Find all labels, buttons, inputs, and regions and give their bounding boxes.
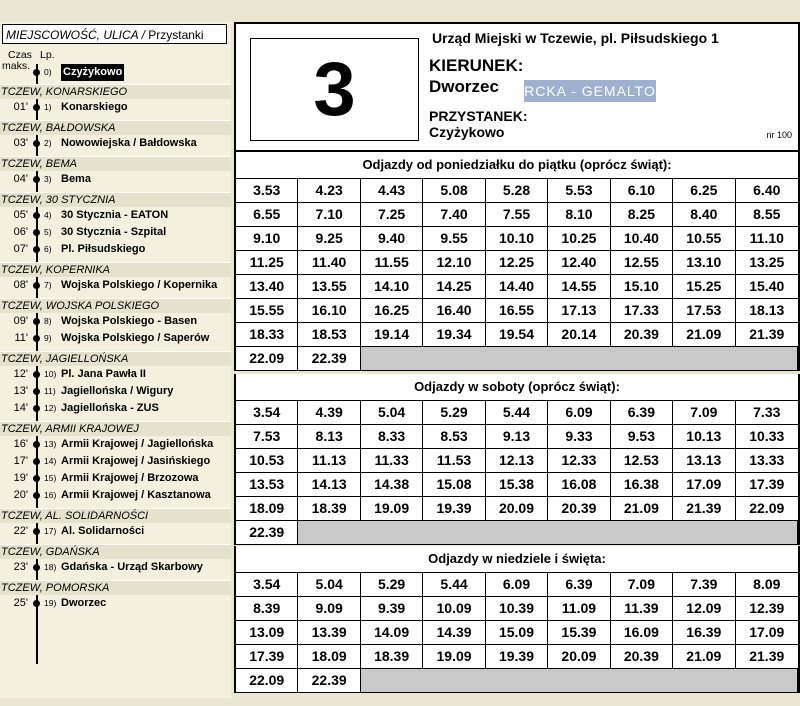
departure-time: 16.25 (361, 299, 423, 323)
stop-name: Bema (61, 173, 91, 185)
stop-number: 15) (44, 473, 57, 483)
street-label: TCZEW, WOJSKA POLSKIEGO (0, 298, 231, 313)
departure-time: 15.08 (423, 473, 485, 497)
departure-time: 19.39 (486, 645, 548, 669)
route-panel-title (2, 24, 227, 44)
stop-name: 30 Stycznia - Szpital (61, 226, 167, 238)
timetable-header (234, 22, 800, 152)
departure-time: 10.33 (736, 425, 798, 449)
stop-number: 0) (44, 67, 52, 77)
departure-time: 5.29 (423, 401, 485, 425)
departure-time: 9.39 (361, 597, 423, 621)
stop-name: Armii Krajowej / Jagiellońska (61, 438, 214, 450)
stop-name: Armii Krajowej / Brzozowa (61, 472, 199, 484)
departure-time: 13.40 (236, 275, 298, 299)
stop-dot (33, 371, 40, 378)
departure-time: 16.39 (673, 621, 735, 645)
departure-time: 15.38 (486, 473, 548, 497)
departure-time: 12.40 (548, 251, 610, 275)
departure-time: 18.09 (298, 645, 360, 669)
departure-time: 9.53 (611, 425, 673, 449)
departure-time: 13.10 (673, 251, 735, 275)
departure-time: 5.08 (423, 179, 485, 203)
stop-name: 30 Stycznia - EATON (61, 209, 169, 221)
departure-time: 6.09 (548, 401, 610, 425)
departure-time: 6.10 (611, 179, 673, 203)
street-label: TCZEW, BEMA (0, 156, 231, 171)
sunday-title: Odjazdy w niedziele i święta: (236, 546, 798, 573)
stop-dot (33, 475, 40, 482)
stop-time: 03' (13, 137, 28, 149)
departure-time: 11.33 (361, 449, 423, 473)
line-number: 3 (250, 38, 419, 141)
departure-time: 8.55 (736, 203, 798, 227)
departure-time: 7.09 (611, 573, 673, 597)
departure-time: 13.33 (736, 449, 798, 473)
departure-time: 16.40 (423, 299, 485, 323)
stop-dot (33, 104, 40, 111)
stop-dot (33, 458, 40, 465)
stop-dot (33, 69, 40, 76)
departure-time: 13.13 (673, 449, 735, 473)
stop-number: 17) (44, 526, 57, 536)
departure-time: 13.53 (236, 473, 298, 497)
departure-time: 19.34 (423, 323, 485, 347)
departure-time: 19.39 (423, 497, 485, 521)
departure-time: 18.39 (361, 645, 423, 669)
title-stops: Przystanki (148, 28, 204, 42)
departure-time: 15.39 (548, 621, 610, 645)
departure-time: 15.55 (236, 299, 298, 323)
stop-dot (33, 176, 40, 183)
departure-time: 14.10 (361, 275, 423, 299)
departure-time: 21.39 (736, 323, 798, 347)
departure-time: 14.39 (423, 621, 485, 645)
empty-filler (298, 521, 798, 545)
stop-dot (33, 212, 40, 219)
departure-time: 17.09 (736, 621, 798, 645)
stop-name: Wojska Polskiego / Kopernika (61, 279, 218, 291)
stop-name: Konarskiego (61, 101, 128, 113)
departure-time: 13.09 (236, 621, 298, 645)
departure-time: 10.40 (611, 227, 673, 251)
departure-time: 13.55 (298, 275, 360, 299)
sunday-section (234, 546, 800, 693)
departure-time: 20.39 (548, 497, 610, 521)
departure-time: 10.09 (423, 597, 485, 621)
departure-time: 7.39 (673, 573, 735, 597)
departure-time: 7.33 (736, 401, 798, 425)
departure-time: 13.25 (736, 251, 798, 275)
stop-number: 16) (44, 490, 57, 500)
stop-name: Jagiellońska - ZUS (61, 402, 159, 414)
departure-time: 11.53 (423, 449, 485, 473)
stop-number: 14) (44, 456, 57, 466)
departure-time: 9.09 (298, 597, 360, 621)
departure-time: 12.10 (423, 251, 485, 275)
departure-time: 8.25 (611, 203, 673, 227)
departure-time: 19.14 (361, 323, 423, 347)
stop-dot (33, 388, 40, 395)
departure-time: 8.39 (236, 597, 298, 621)
stop-name: Wojska Polskiego / Saperów (61, 332, 210, 344)
stop-name: Jagiellońska / Wigury (61, 385, 174, 397)
direction-label: KIERUNEK: (429, 56, 524, 75)
departure-time: 14.38 (361, 473, 423, 497)
departure-time: 3.54 (236, 573, 298, 597)
departure-time: 21.09 (673, 645, 735, 669)
departure-time: 16.55 (486, 299, 548, 323)
departure-time: 22.09 (236, 347, 298, 371)
stop-dot (33, 492, 40, 499)
departure-time: 15.10 (611, 275, 673, 299)
stop-time: 11' (14, 332, 28, 344)
departure-time: 3.53 (236, 179, 298, 203)
departure-time: 12.39 (736, 597, 798, 621)
departure-time: 14.13 (298, 473, 360, 497)
departure-time: 19.09 (423, 645, 485, 669)
stop-time: 20' (13, 489, 28, 501)
board-number: nr 100 (766, 130, 792, 140)
departure-time: 16.09 (611, 621, 673, 645)
stop-number: 1) (44, 102, 52, 112)
departure-time: 20.09 (486, 497, 548, 521)
stop-number: 8) (44, 316, 52, 326)
departure-time: 21.39 (736, 645, 798, 669)
departure-time: 12.13 (486, 449, 548, 473)
departure-time: 10.53 (236, 449, 298, 473)
stop-dot (33, 246, 40, 253)
stop-number: 18) (44, 562, 57, 572)
street-label: TCZEW, KONARSKIEGO (0, 84, 231, 99)
departure-time: 14.40 (486, 275, 548, 299)
stop-name: Nowowiejska / Bałdowska (61, 137, 197, 149)
departure-time: 8.53 (423, 425, 485, 449)
departure-time: 7.25 (361, 203, 423, 227)
stop-number: 9) (44, 333, 52, 343)
stop-number: 10) (44, 369, 57, 379)
departure-time: 17.33 (611, 299, 673, 323)
saturday-title: Odjazdy w soboty (oprócz świąt): (236, 374, 798, 401)
stop-name: Pl. Piłsudskiego (61, 243, 146, 255)
stop-label: PRZYSTANEK: (429, 108, 528, 124)
weekday-times-grid (236, 179, 798, 371)
departure-time: 15.25 (673, 275, 735, 299)
sunday-times-grid (236, 573, 798, 693)
departure-time: 6.09 (486, 573, 548, 597)
stop-time: 04' (13, 173, 28, 185)
departure-time: 8.13 (298, 425, 360, 449)
title-separator: / (138, 28, 149, 42)
departure-time: 3.54 (236, 401, 298, 425)
departure-time: 17.13 (548, 299, 610, 323)
departure-time: 9.40 (361, 227, 423, 251)
departure-time: 5.44 (423, 573, 485, 597)
stop-time: 14' (13, 402, 28, 414)
departure-time: 22.09 (236, 669, 298, 693)
departure-time: 22.09 (736, 497, 798, 521)
saturday-section (234, 374, 800, 545)
stop-time: 09' (13, 315, 28, 327)
street-label: TCZEW, JAGIELLOŃSKA (0, 351, 231, 366)
departure-time: 17.39 (736, 473, 798, 497)
departure-time: 6.55 (236, 203, 298, 227)
departure-time: 4.39 (298, 401, 360, 425)
departure-time: 19.54 (486, 323, 548, 347)
stop-name: Pl. Jana Pawła II (61, 368, 146, 380)
departure-time: 7.10 (298, 203, 360, 227)
stop-number: 12) (44, 403, 57, 413)
empty-filler (361, 347, 798, 371)
departure-time: 10.10 (486, 227, 548, 251)
departure-time: 18.13 (736, 299, 798, 323)
departure-time: 9.25 (298, 227, 360, 251)
departure-time: 10.55 (673, 227, 735, 251)
stop-dot (33, 564, 40, 571)
stop-number: 11) (44, 386, 56, 396)
stop-number: 3) (44, 174, 52, 184)
departure-time: 14.55 (548, 275, 610, 299)
col-time-label: Czas (8, 49, 32, 61)
departure-time: 11.10 (736, 227, 798, 251)
stop-dot (33, 318, 40, 325)
departure-time: 16.10 (298, 299, 360, 323)
direction-value: Dworzec (429, 77, 499, 96)
stop-dot (33, 441, 40, 448)
stop-time: 16' (13, 438, 28, 450)
departure-time: 7.55 (486, 203, 548, 227)
departure-time: 15.09 (486, 621, 548, 645)
departure-time: 16.38 (611, 473, 673, 497)
stop-number: 4) (44, 210, 52, 220)
stop-time: 06' (13, 226, 28, 238)
departure-time: 6.40 (736, 179, 798, 203)
departure-time: 8.10 (548, 203, 610, 227)
stop-time: 22' (13, 525, 28, 537)
departure-time: 22.39 (298, 347, 360, 371)
departure-time: 7.53 (236, 425, 298, 449)
stop-name: Armii Krajowej / Jasińskiego (61, 455, 211, 467)
stop-name: Gdańska - Urząd Skarbowy (61, 561, 203, 573)
stop-time: 13' (13, 385, 28, 397)
departure-time: 8.09 (736, 573, 798, 597)
stop-dot (33, 335, 40, 342)
departure-time: 18.09 (236, 497, 298, 521)
departure-time: 11.25 (236, 251, 298, 275)
departure-time: 13.39 (298, 621, 360, 645)
stop-dot (33, 405, 40, 412)
departure-time: 9.33 (548, 425, 610, 449)
stop-dot (33, 600, 40, 607)
departure-time: 12.55 (611, 251, 673, 275)
empty-filler (361, 669, 798, 693)
authority-name: Urząd Miejski w Tczewie, pl. Piłsudskiego 1 (432, 30, 719, 46)
stop-name: Wojska Polskiego - Basen (61, 315, 198, 327)
street-label: TCZEW, AL. SOLIDARNOŚCI (0, 508, 231, 523)
departure-time: 20.39 (611, 645, 673, 669)
weekday-title: Odjazdy od poniedziałku do piątku (oprócz świąt): (236, 152, 798, 179)
stop-time: 12' (13, 368, 28, 380)
departure-time: 12.33 (548, 449, 610, 473)
departure-time: 8.33 (361, 425, 423, 449)
departure-time: 10.25 (548, 227, 610, 251)
departure-time: 18.53 (298, 323, 360, 347)
street-label: TCZEW, ARMII KRAJOWEJ (0, 421, 231, 436)
departure-time: 11.13 (298, 449, 360, 473)
departure-time: 10.13 (673, 425, 735, 449)
departure-time: 17.39 (236, 645, 298, 669)
stop-time: 05' (13, 209, 28, 221)
departure-time: 9.55 (423, 227, 485, 251)
departure-time: 11.40 (298, 251, 360, 275)
departure-time: 7.40 (423, 203, 485, 227)
col-lp-label: Lp. (40, 49, 55, 61)
street-label: TCZEW, GDAŃSKA (0, 544, 231, 559)
stop-number: 2) (44, 138, 52, 148)
stop-name: Dworzec (61, 597, 107, 609)
departure-time: 5.44 (486, 401, 548, 425)
stop-dot (33, 229, 40, 236)
departure-time: 6.25 (673, 179, 735, 203)
departure-time: 19.09 (361, 497, 423, 521)
departure-time: 7.09 (673, 401, 735, 425)
stop-number: 13) (44, 439, 57, 449)
departure-time: 6.39 (548, 573, 610, 597)
street-label: TCZEW, KOPERNIKA (0, 262, 231, 277)
departure-time: 18.33 (236, 323, 298, 347)
departure-time: 20.14 (548, 323, 610, 347)
stop-name: Armii Krajowej / Kasztanowa (61, 489, 211, 501)
stop-time: 23' (13, 561, 28, 573)
departure-time: 5.29 (361, 573, 423, 597)
departure-time: 21.39 (673, 497, 735, 521)
departure-time: 20.39 (611, 323, 673, 347)
street-label: TCZEW, 30 STYCZNIA (0, 192, 231, 207)
departure-time: 4.23 (298, 179, 360, 203)
street-label: TCZEW, BAŁDOWSKA (0, 120, 231, 135)
departure-time: 6.39 (611, 401, 673, 425)
watermark-overlay: RCKA - GEMALTO (524, 80, 656, 102)
stop-number: 6) (44, 244, 52, 254)
departure-time: 8.40 (673, 203, 735, 227)
departure-time: 20.09 (548, 645, 610, 669)
departure-time: 12.09 (673, 597, 735, 621)
stop-time: 08' (13, 279, 28, 291)
departure-time: 16.08 (548, 473, 610, 497)
title-locality: MIEJSCOWOŚĆ, ULICA (6, 28, 139, 42)
stop-time: 19' (13, 472, 28, 484)
stop-time: 17' (13, 455, 28, 467)
departure-time: 11.55 (361, 251, 423, 275)
departure-time: 17.09 (673, 473, 735, 497)
departure-time: 14.25 (423, 275, 485, 299)
departure-time: 22.39 (298, 669, 360, 693)
departure-time: 11.39 (611, 597, 673, 621)
departure-time: 5.04 (361, 401, 423, 425)
stop-name: Czyżykowo (61, 64, 124, 81)
departure-time: 9.13 (486, 425, 548, 449)
saturday-times-grid (236, 401, 798, 545)
street-label: TCZEW, POMORSKA (0, 580, 231, 595)
stop-number: 7) (44, 280, 52, 290)
departure-time: 18.39 (298, 497, 360, 521)
stop-number: 19) (44, 598, 57, 608)
departure-time: 10.39 (486, 597, 548, 621)
stop-number: 5) (44, 227, 52, 237)
stop-time: 01' (13, 101, 28, 113)
weekday-section (234, 152, 800, 371)
stop-value: Czyżykowo (429, 124, 505, 140)
stop-time: 07' (13, 243, 28, 255)
stop-name: Al. Solidarności (61, 525, 145, 537)
departure-time: 22.39 (236, 521, 298, 545)
departure-time: 12.25 (486, 251, 548, 275)
departure-time: 21.09 (611, 497, 673, 521)
departure-time: 4.43 (361, 179, 423, 203)
stop-dot (33, 140, 40, 147)
stop-dot (33, 282, 40, 289)
col-time-label-2: maks. (2, 60, 31, 72)
departure-time: 9.10 (236, 227, 298, 251)
departure-time: 5.53 (548, 179, 610, 203)
departure-time: 15.40 (736, 275, 798, 299)
departure-time: 21.09 (673, 323, 735, 347)
departure-time: 11.09 (548, 597, 610, 621)
departure-time: 12.53 (611, 449, 673, 473)
departure-time: 5.28 (486, 179, 548, 203)
departure-time: 17.53 (673, 299, 735, 323)
stop-dot (33, 528, 40, 535)
departure-time: 5.04 (298, 573, 360, 597)
departure-time: 14.09 (361, 621, 423, 645)
stop-time: 25' (13, 597, 28, 609)
